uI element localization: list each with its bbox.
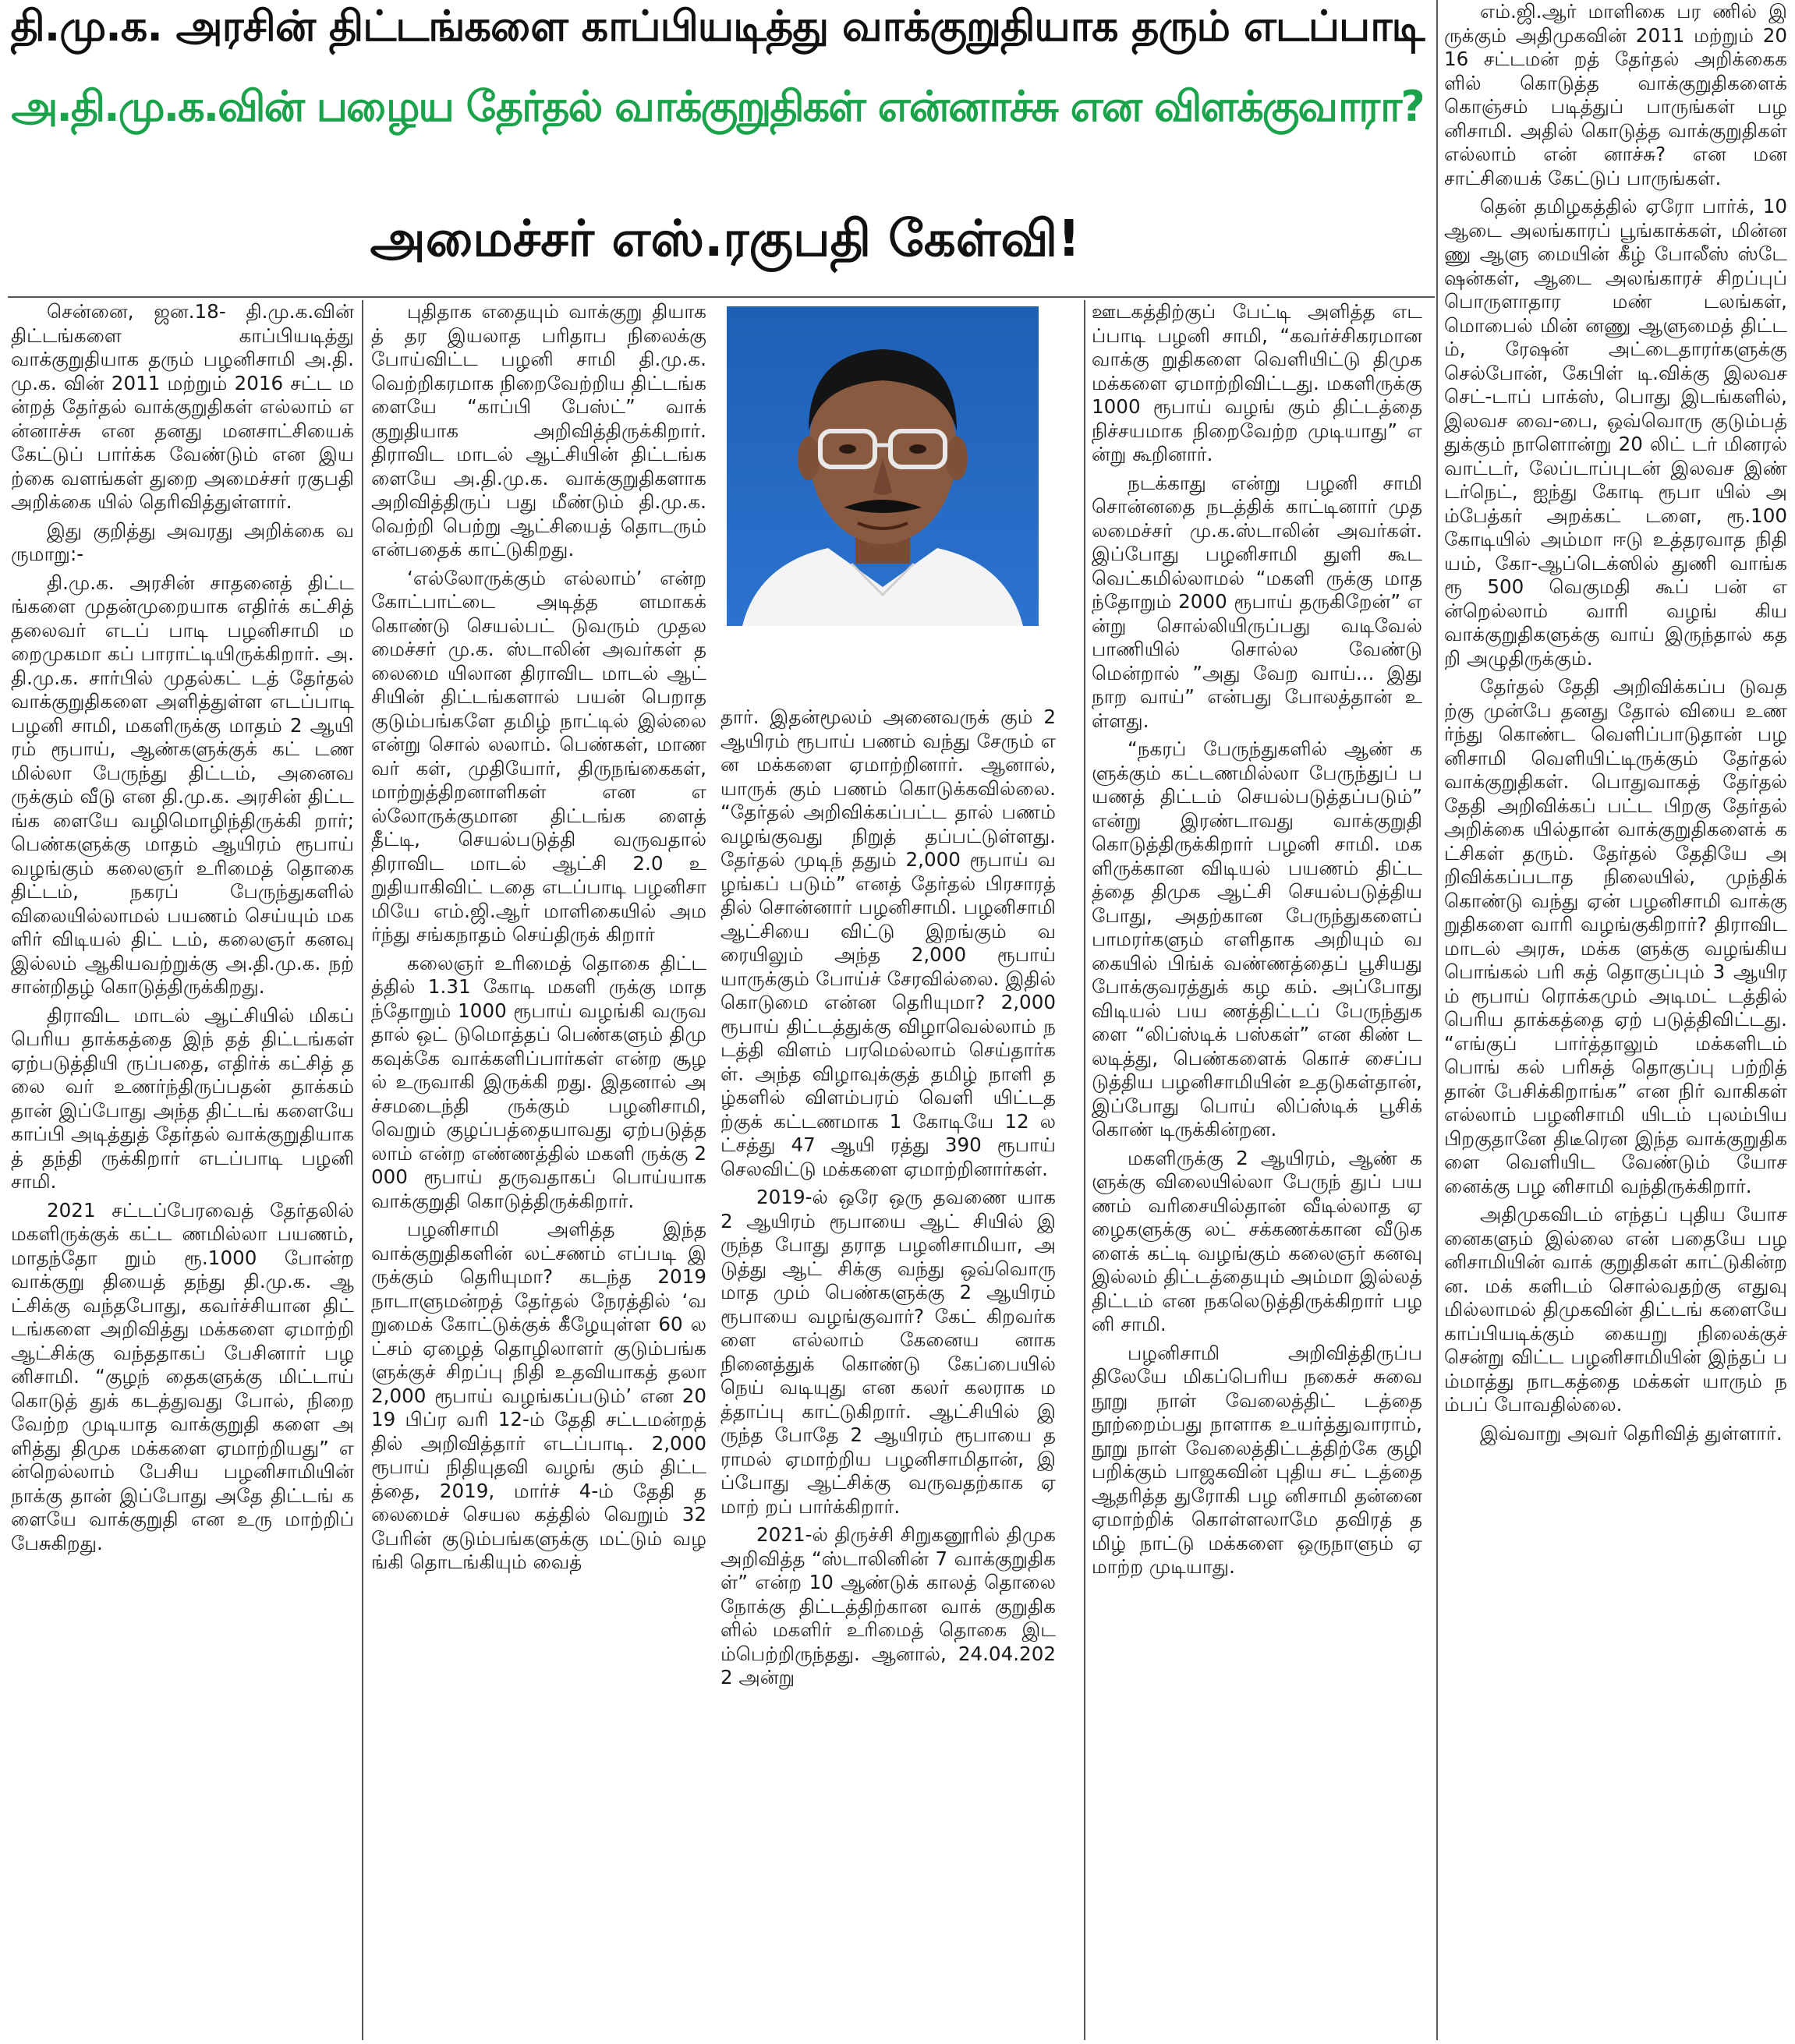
article-paragraph: தார். இதன்மூலம் அனைவருக் கும் 2 ஆயிரம் ரூபாய் பணம் வந்து சேரும் என மக்களை ஏமாற்றினார். ஆனால், யாருக் கும் பணம் கொடுக்கவில்லை. “தேர்தல் அறிவிக்கப்பட்ட தால் பணம் வழங்குவது நிறுத் தப்பட்டுள்ளது. தேர்தல் முடிந் ததும் 2,000 ரூபாய் வழங்கப் படும்” எனத் தேர்தல் பிரசாரத் தில் சொன்னார் பழனிசாமி. பழனிசாமி ஆட்சியை விட்டு இறங்கும் வரையிலும் அந்த 2,000 ரூபாய் யாருக்கும் போய்ச் சேரவில்லை. இதில் கொடுமை என்ன தெரியுமா? 2,000 ரூபாய் திட்டத்துக்கு விழாவெல்லாம் நடத்தி விளம் பரமெல்லாம் செய்தார்கள். அந்த விழாவுக்குத் தமிழ் நாளி தழ்களில் விளம்பரம் வெளி யிட்டதற்குக் கட்டணமாக 1 கோடியே 12 லட்சத்து 47 ஆயி ரத்து 390 ரூபாய் செலவிட்டு மக்களை ஏமாற்றினார்கள். (720, 705, 1056, 1180)
article-paragraph: 2019-ல் ஒரே ஒரு தவணை யாக 2 ஆயிரம் ரூபாயை ஆட் சியில் இருந்த போது தராத பழனிசாமியா, அடுத்து ஆட் சிக்கு வந்து ஒவ்வொரு மாத மும் பெண்களுக்கு 2 ஆயிரம் ரூபாயை வழங்குவார்? கேட் கிறவர்களை எல்லாம் கேனைய னாக நினைத்துக் கொண்டு கேப்பையில் நெய் வடியுது என கலர் கலராக மத்தாப்பு காட்டுகிறார். ஆட்சியில் இருந்த போதே 2 ஆயிரம் ரூபாயை தராமல் ஏமாற்றிய பழனிசாமிதான், இப்போது ஆட்சிக்கு வருவதற்காக ஏமாற் றப் பார்க்கிறார். (720, 1186, 1056, 1518)
headline-kicker: தி.மு.க. அரசின் திட்டங்களை காப்பியடித்து வாக்குறுதியாக தரும் எடப்பாடி (10, 2, 1425, 51)
article-paragraph: பழனிசாமி அளித்த இந்த வாக்குறுதிகளின் லட்சணம் எப்படி இருக்கும் தெரியுமா? கடந்த 2019 நாடாளுமன்றத் தேர்தல் நேரத்தில் ‘வறுமைக் கோட்டுக்குக் கீழேயுள்ள 60 லட்சம் ஏழைத் தொழிலாளர் குடும்பங்களுக்குச் சிறப்பு நிதி உதவியாகத் தலா 2,000 ரூபாய் வழங்கப்படும்’ என 2019 பிப்ர வரி 12-ம் தேதி சட்டமன்றத் தில் அறிவித்தார் எடப்பாடி. 2,000 ரூபாய் நிதியுதவி வழங் கும் திட்டத்தை, 2019, மார்ச் 4-ம் தேதி தலைமைச் செயல கத்தில் வெறும் 32 பேரின் குடும்பங்களுக்கு மட்டும் வழங்கி தொடங்கியும் வைத் (371, 1218, 706, 1573)
article-paragraph: 2021-ல் திருச்சி சிறுகனூரில் திமுக அறிவித்த “ஸ்டாலினின் 7 வாக்குறுதிகள்” என்ற 10 ஆண்டுக் காலத் தொலை நோக்கு திட்டத்திற்கான வாக் குறுதிகளில் மகளிர் உரிமைத் தொகை இடம்பெற்றிருந்தது. ஆனால், 24.04.2022 அன்று (720, 1523, 1056, 1689)
headline-title: அ.தி.மு.க.வின் பழைய தேர்தல் வாக்குறுதிகள் என்னாச்சு என விளக்குவாரா? (11, 82, 1424, 131)
article-paragraph: இது குறித்து அவரது அறிக்கை வருமாறு:- (11, 518, 354, 565)
article-paragraph: அதிமுகவிடம் எந்தப் புதிய யோசனைகளும் இல்லை என் பதையே பழனிசாமியின் வாக் குறுதிகள் காட்டுகின்றன. மக் களிடம் சொல்வதற்கு எதுவு மில்லாமல் திமுகவின் திட்டங் களையே காப்பியடிக்கும் கையறு நிலைக்குச் சென்று விட்ட பழனிசாமியின் இந்தப் பம்மாத்து நாடகத்தை மக்கள் யாரும் நம்பப் போவதில்லை. (1444, 1203, 1787, 1416)
article-paragraph: திராவிட மாடல் ஆட்சியில் மிகப் பெரிய தாக்கத்தை இந் தத் திட்டங்கள் ஏற்படுத்தியி ருப்பதை, எதிர்க் கட்சித் தலை வர் உணர்ந்திருப்பதன் தாக்கம் தான் இப்போது அந்த திட்டங் களையே காப்பி அடித்துத் தேர்தல் வாக்குறுதியாகத் தந்தி ருக்கிறார் எடப்பாடி பழனி சாமி. (11, 1003, 354, 1193)
article-paragraph: புதிதாக எதையும் வாக்குறு தியாகத் தர இயலாத பரிதாப நிலைக்கு போய்விட்ட பழனி சாமி தி.மு.க. வெற்றிகரமாக நிறைவேற்றிய திட்டங்க ளையே “காப்பி பேஸ்ட்” வாக் குறுதியாக அறிவித்திருக்கிறார். திராவிட மாடல் ஆட்சியின் திட்டங்களையே அ.தி.மு.க. வாக்குறுதிகளாக அறிவித்திருப் பது மீண்டும் தி.மு.க. வெற்றி பெற்று ஆட்சியைத் தொடரும் என்பதைக் காட்டுகிறது. (371, 300, 706, 561)
article-paragraph: தென் தமிழகத்தில் ஏரோ பார்க், 10 ஆடை அலங்காரப் பூங்காக்கள், மின்னணு ஆளு மையின் கீழ் போலீஸ் ஸ்டே ஷன்கள், ஆடை அலங்காரச் சிறப்புப் பொருளாதார மண் டலங்கள், மொபைல் மின் னணு ஆளுமைத் திட்டம், ரேஷன் அட்டைதாரர்களுக்கு செல்போன், கேபிள் டி.விக்கு இலவச செட்-டாப் பாக்ஸ், பொது இடங்களில், இலவச வை-பை, ஒவ்வொரு குடும்பத் துக்கும் நாளொன்று 20 லிட் டர் மினரல் வாட்டர், லேப்டாப்புடன் இலவச இண் டர்நெட், ஐந்து கோடி ரூபா யில் அம்பேத்கர் அறக்கட் டளை, ரூ.100 கோடியில் அம்மா ஈடு உத்தரவாத நிதி யம், கோ-ஆப்டெக்ஸில் துணி வாங்க ரூ 500 வெகுமதி கூப் பன் என்றெல்லாம் வாரி வழங் கிய வாக்குறுதிகளுக்கு வாய் இருந்தால் கதறி அழுதிருக்கும். (1444, 195, 1787, 670)
portrait-photo (727, 306, 1039, 626)
article-paragraph: ‘எல்லோருக்கும் எல்லாம்’ என்ற கோட்பாட்டை அடித்த ளமாகக் கொண்டு செயல்பட் டுவரும் முதலமைச்சர் மு.க. ஸ்டாலின் அவர்கள் தலைமை யிலான திராவிட மாடல் ஆட் சியின் திட்டங்களால் பயன் பெறாத குடும்பங்களே தமிழ் நாட்டில் இல்லை என்று சொல் லலாம். பெண்கள், மாணவர் கள், முதியோர், திருநங்கைகள், மாற்றுத்திறனாளிகள் என எல்லோருக்குமான திட்டங்க ளைத் தீட்டி, செயல்படுத்தி வருவதால் திராவிட மாடல் ஆட்சி 2.0 உறுதியாகிவிட் டதை எடப்பாடி பழனிசா மியே எம்.ஜி.ஆர் மாளிகையில் அமர்ந்து சங்கநாதம் செய்திருக் கிறார் (371, 566, 706, 946)
article-paragraph: மகளிருக்கு 2 ஆயிரம், ஆண் களுக்கு விலையில்லா பேருந் துப் பயணம் வரிசையில்தான் வீடில்லாத ஏழைகளுக்கு லட் சக்கணக்கான வீடுகளைக் கட்டி வழங்கும் கலைஞர் கனவு இல்லம் திட்டத்தையும் அம்மா இல்லத் திட்டம் என நகலெடுத்திருக்கிறார் பழனி சாமி. (1092, 1146, 1422, 1335)
article-column-1 (11, 300, 354, 2039)
article-paragraph: இவ்வாறு அவர் தெரிவித் துள்ளார். (1480, 1421, 1783, 1445)
article-paragraph: சென்னை, ஜன.18- தி.மு.க.வின் திட்டங்களை காப்பியடித்து வாக்குறுதியாக தரும் பழனிசாமி அ.தி.மு.க. வின் 2011 மற்றும் 2016 சட்ட மன்றத் தேர்தல் வாக்குறுதிகள் எல்லாம் என்னாச்சு என தனது மனசாட்சியைக் கேட்டுப் பார்க்க வேண்டும் என இயற்கை வளங்கள் துறை அமைச்சர் ரகுபதி அறிக்கை யில் தெரிவித்துள்ளார். (11, 300, 354, 513)
article-paragraph: எம்.ஜி.ஆர் மாளிகை பர ணில் இருக்கும் அதிமுகவின் 2011 மற்றும் 2016 சட்டமன் றத் தேர்தல் அறிக்கைகளில் கொடுத்த வாக்குறுதிகளைக் கொஞ்சம் படித்துப் பாருங்கள் பழனிசாமி. அதில் கொடுத்த வாக்குறுதிகள் எல்லாம் என் னாச்சு? என மனசாட்சியைக் கேட்டுப் பாருங்கள். (1444, 0, 1787, 189)
column-divider (1084, 300, 1085, 2040)
article-column-5 (1444, 0, 1787, 2039)
article-column-2 (371, 300, 706, 2039)
article-column-3 (720, 705, 1056, 2039)
column-divider (1436, 0, 1438, 2040)
portrait-photo-icon (727, 306, 1039, 626)
headline-subtitle: அமைச்சர் எஸ்.ரகுபதி கேள்வி! (370, 210, 1081, 268)
article-column-4 (1092, 300, 1422, 2039)
article-paragraph: நடக்காது என்று பழனி சாமி சொன்னதை நடத்திக் காட்டினார் முதலமைச்சர் மு.க.ஸ்டாலின் அவர்கள். இப்போது பழனிசாமி துளி கூட வெட்கமில்லாமல் “மகளி ருக்கு மாதந்தோறும் 2000 ரூபாய் தருகிறேன்” என்று சொல்லியிருப்பது வடிவேல் பாணியில் சொல்ல வேண்டு மென்றால் ”அது வேற வாய்... இது நாற வாய்” என்பது போலத்தான் உள்ளது. (1092, 471, 1422, 732)
headline-rule (8, 296, 1435, 298)
article-paragraph: ஊடகத்திற்குப் பேட்டி அளித்த எடப்பாடி பழனி சாமி, “கவர்ச்சிகரமான வாக்கு றுதிகளை வெளியிட்டு திமுக மக்களை ஏமாற்றிவிட்டது. மகளிருக்கு 1000 ரூபாய் வழங் கும் திட்டத்தை நிச்சயமாக நிறைவேற்ற முடியாது” என்று கூறினார். (1092, 300, 1422, 465)
article-paragraph: தி.மு.க. அரசின் சாதனைத் திட்டங்களை முதன்முறையாக எதிர்க் கட்சித் தலைவர் எடப் பாடி பழனிசாமி மறைமுகமா கப் பாராட்டியிருக்கிறார். அ.தி.மு.க. சார்பில் முதல்கட் டத் தேர்தல் வாக்குறுதிகளை அளித்துள்ள எடப்பாடி பழனி சாமி, மகளிருக்கு மாதம் 2 ஆயி ரம் ரூபாய், ஆண்களுக்குக் கட் டணமில்லா பேருந்து திட்டம், அனைவருக்கும் வீடு என தி.மு.க. அரசின் திட்டங்க ளையே வழிமொழிந்திருக்கி றார்; பெண்களுக்கு மாதம் ஆயிரம் ரூபாய் வழங்கும் கலைஞர் உரிமைத் தொகை திட்டம், நகரப் பேருந்துகளில் விலையில்லாமல் பயணம் செய்யும் மகளிர் விடியல் திட் டம், கலைஞர் கனவு இல்லம் ஆகியவற்றுக்கு அ.தி.மு.க. நற் சான்றிதழ் கொடுத்திருக்கிறது. (11, 571, 354, 998)
article-paragraph: கலைஞர் உரிமைத் தொகை திட்டத்தில் 1.31 கோடி மகளி ருக்கு மாதந்தோறும் 1000 ரூபாய் வழங்கி வருவதால் ஒட் டுமொத்தப் பெண்களும் திமு கவுக்கே வாக்களிப்பார்கள் என்ற சூழல் உருவாகி இருக்கி றது. இதனால் அச்சமடைந்தி ருக்கும் பழனிசாமி, வெறும் குழப்பத்தையாவது ஏற்படுத்த லாம் என்ற எண்ணத்தில் மகளி ருக்கு 2000 ரூபாய் தருவதாகப் பொய்யாக வாக்குறுதி கொடுத்திருக்கிறார். (371, 951, 706, 1212)
column-divider (362, 300, 363, 2040)
headline-area (0, 0, 1435, 300)
article-paragraph: 2021 சட்டப்பேரவைத் தேர்தலில் மகளிருக்குக் கட்ட ணமில்லா பயணம், மாதந்தோ றும் ரூ.1000 போன்ற வாக்குறு தியைத் தந்து தி.மு.க. ஆட்சிக்கு வந்தபோது, கவர்ச்சியான திட் டங்களை அறிவித்து மக்களை ஏமாற்றி ஆட்சிக்கு வந்ததாகப் பேசினார் பழனிசாமி. “குழந் தைகளுக்கு மிட்டாய் கொடுத் துக் கடத்துவது போல், நிறை வேற்ற முடியாத வாக்குறுதி களை அளித்து திமுக மக்களை ஏமாற்றியது” என்றெல்லாம் பேசிய பழனிசாமியின் நாக்கு தான் இப்போது அதே திட்டங் களையே வாக்குறுதி என உரு மாற்றிப் பேசுகிறது. (11, 1198, 354, 1554)
article-paragraph: தேர்தல் தேதி அறிவிக்கப்ப டுவதற்கு முன்பே தனது தோல் வியை உணர்ந்து கொண்ட வெளிப்பாடுதான் பழனிசாமி வெளியிட்டிருக்கும் தேர்தல் வாக்குறுதிகள். பொதுவாகத் தேர்தல் தேதி அறிவிக்கப் பட்ட பிறகு தேர்தல் அறிக்கை யில்தான் வாக்குறுதிகளைக் கட்சிகள் தரும். தேர்தல் தேதியே அறிவிக்கப்படாத நிலையில், முந்திக் கொண்டு வந்து ஏன் பழனிசாமி வாக்கு றுதிகளை வாரி வழங்குகிறார்? திராவிட மாடல் அரசு, மக்க ளுக்கு வழங்கிய பொங்கல் பரி சுத் தொகுப்பும் 3 ஆயிரம் ரூபாய் ரொக்கமும் அடிமட் டத்தில் பெரிய தாக்கத்தை ஏற் படுத்திவிட்டது. “எங்குப் பார்த்தாலும் மக்களிடம் பொங் கல் பரிசுத் தொகுப்பு பற்றித் தான் பேசிக்கிறாங்க” என நிர் வாகிகள் எல்லாம் பழனிசாமி யிடம் புலம்பிய பிறகுதானே திடீரென இந்த வாக்குறுதிகளை வெளியிட வேண்டும் யோசனைக்கு பழ னிசாமி வந்திருக்கிறார். (1444, 675, 1787, 1197)
article-paragraph: “நகரப் பேருந்துகளில் ஆண் களுக்கும் கட்டணமில்லா பேருந்துப் பயணத் திட்டம் செயல்படுத்தப்படும்” என்று இரண்டாவது வாக்குறுதி கொடுத்திருக்கிறார் பழனி சாமி. மகளிருக்கான விடியல் பயணம் திட்டத்தை திமுக ஆட்சி செயல்படுத்திய போது, அதற்கான பேருந்துகளைப் பாமரர்களும் எளிதாக அறியும் வகையில் பிங்க் வண்ணத்தைப் பூசியது போக்குவரத்துக் கழ கம். அப்போது விடியல் பய ணத்திட்டப் பேருந்துகளை “லிப்ஸ்டிக் பஸ்கள்” என கிண் டலடித்து, பெண்களைக் கொச் சைப்படுத்திய பழனிசாமியின் உதடுகள்தான், இப்போது பொய் லிப்ஸ்டிக் பூசிக் கொண் டிருக்கின்றன. (1092, 737, 1422, 1140)
article-paragraph: பழனிசாமி அறிவித்திருப்ப திலேயே மிகப்பெரிய நகைச் சுவை நூறு நாள் வேலைத்திட் டத்தை நூற்றைம்பது நாளாக உயர்த்துவாராம், நூறு நாள் வேலைத்திட்டத்திற்கே குழி பறிக்கும் பாஜகவின் புதிய சட் டத்தை ஆதரித்த துரோகி பழ னிசாமி தன்னை ஏமாற்றிக் கொள்ளலாமே தவிரத் தமிழ் நாட்டு மக்களை ஒருநாளும் ஏமாற்ற முடியாது. (1092, 1341, 1422, 1578)
